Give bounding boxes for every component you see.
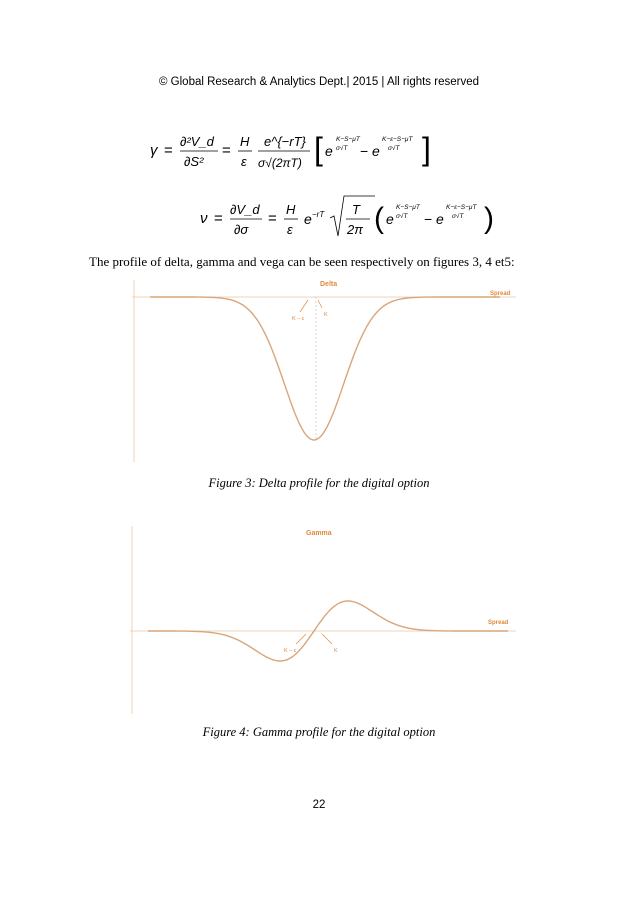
gamma-k-eps-label: K – ε: [284, 648, 297, 654]
gamma-arrow-k-eps: [296, 634, 306, 644]
svg-text:σ√T: σ√T: [388, 145, 400, 152]
delta-spread-label: Spread: [490, 291, 511, 297]
delta-arrow-k: [318, 300, 322, 308]
delta-curve: [150, 297, 500, 440]
figure3-caption: Figure 3: Delta profile for the digital option: [208, 476, 430, 490]
gamma-mid-num: ∂²V_d: [180, 134, 214, 149]
svg-text:=: =: [164, 142, 173, 159]
svg-text:(: (: [374, 202, 384, 235]
body-paragraph: The profile of delta, gamma and vega can be seen respectively on figures 3, 4 et5:: [89, 254, 515, 269]
vega-exp1-num: K−S−μT: [396, 204, 420, 211]
svg-text:−rT: −rT: [312, 210, 325, 219]
gamma-lhs: γ: [150, 142, 158, 159]
svg-text:=: =: [214, 210, 223, 227]
gamma-equation: [150, 120, 450, 180]
svg-text:e: e: [436, 211, 444, 227]
gamma-arrow-k: [322, 634, 332, 644]
delta-k-label: K: [324, 312, 328, 318]
delta-chart: [132, 276, 518, 464]
svg-text:[: [: [314, 131, 323, 167]
vega-rad-den: 2π: [347, 222, 363, 237]
vega-lhs: ν: [200, 210, 208, 227]
gamma-spread-label: Spread: [488, 620, 509, 626]
vega-mid-num: ∂V_d: [230, 202, 260, 217]
svg-text:σ√T: σ√T: [452, 213, 464, 220]
svg-text:e: e: [372, 143, 380, 159]
svg-text:e: e: [304, 211, 312, 227]
svg-text:e: e: [325, 143, 333, 159]
page-header: © Global Research & Analytics Dept.| 2015 | All rights reserved: [159, 76, 479, 88]
svg-text:e: e: [386, 211, 394, 227]
page-number: 22: [312, 799, 326, 811]
gamma-exp1-num: K−S−μT: [336, 136, 360, 143]
svg-text:σ√T: σ√T: [336, 145, 348, 152]
gamma-title: Gamma: [306, 530, 332, 537]
vega-coef-den: ε: [287, 222, 293, 237]
vega-equation: [200, 188, 500, 248]
vega-mid-den: ∂σ: [234, 222, 249, 237]
svg-text:): ): [484, 202, 494, 235]
svg-text:−: −: [424, 211, 433, 227]
svg-text:]: ]: [422, 131, 431, 167]
svg-text:=: =: [222, 142, 231, 159]
gamma-chart: [128, 524, 518, 716]
gamma-coef-num: H: [240, 134, 250, 149]
vega-rad-num: T: [352, 202, 360, 217]
vega-coef-num: H: [286, 202, 296, 217]
vega-exp2-num: K−ε−S−μT: [446, 204, 477, 211]
svg-text:−: −: [360, 143, 369, 159]
gamma-mid-den: ∂S²: [184, 154, 204, 169]
gamma-frac-den: σ√(2πT): [258, 156, 302, 170]
delta-k-eps-label: K – ε: [292, 316, 305, 322]
svg-text:=: =: [268, 210, 277, 227]
gamma-exp2-num: K−ε−S−μT: [382, 136, 413, 143]
svg-text:σ√T: σ√T: [396, 213, 408, 220]
gamma-coef-den: ε: [241, 154, 247, 169]
gamma-frac-num: e^{−rT}: [264, 134, 306, 149]
delta-title: Delta: [320, 281, 338, 288]
figure4-caption: Figure 4: Gamma profile for the digital option: [202, 725, 436, 739]
gamma-k-label: K: [334, 648, 338, 654]
delta-arrow-k-eps: [300, 300, 308, 312]
